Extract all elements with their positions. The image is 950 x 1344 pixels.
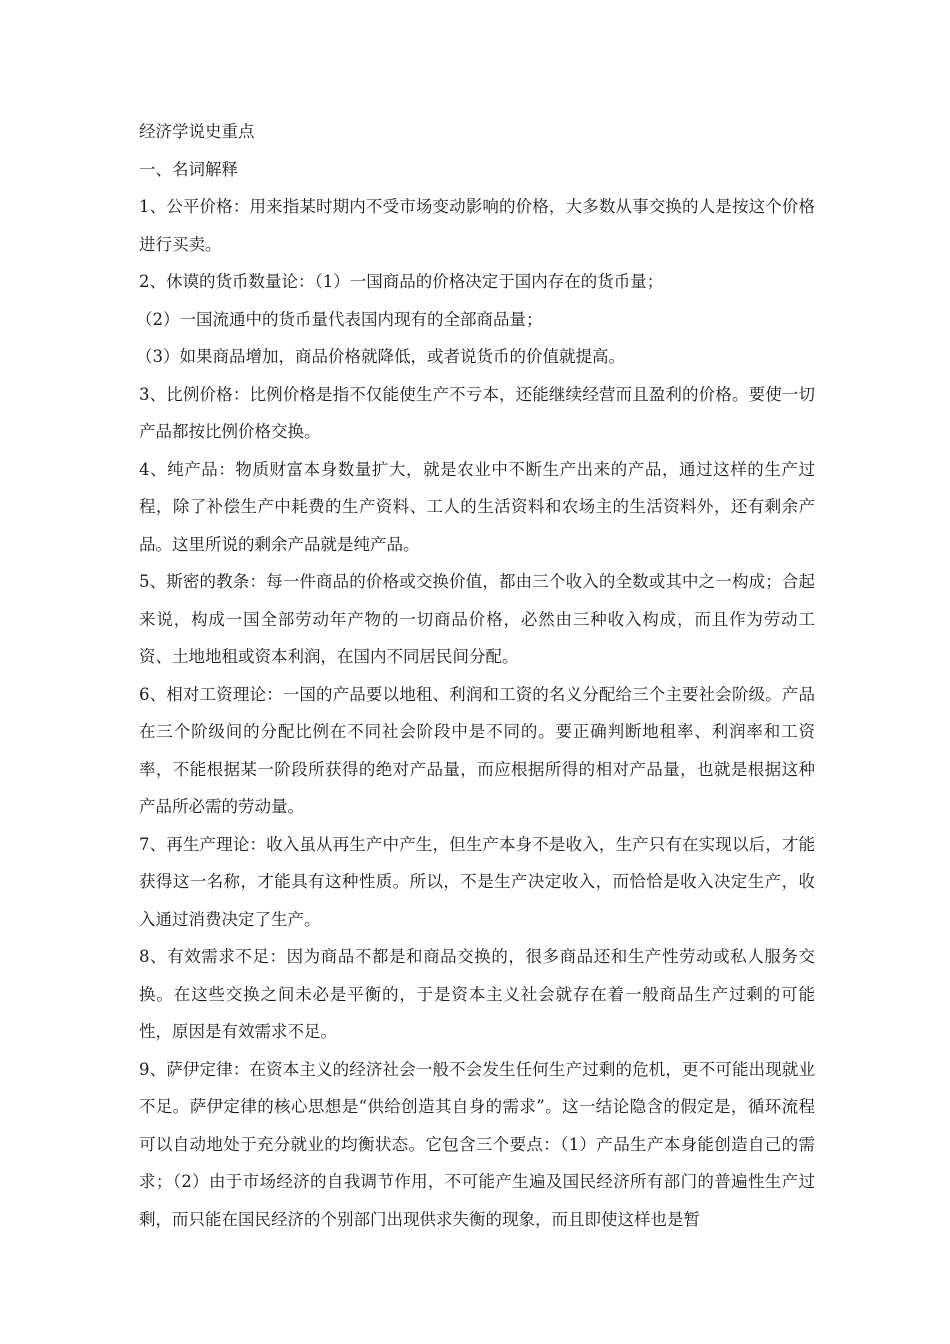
term-says-law: 9、萨伊定律：在资本主义的经济社会一般不会发生任何生产过剩的危机，更不可能出现就业不足。萨伊定律的核心思想是“供给创造其自身的需求”。这一结论隐含的假定是，循环流程可以自动地处于充分就业的均衡状态。它包含三个要点：（1）产品生产本身能创造自己的需求；（2）由于市场经济的自我调节作用，不可能产生遍及国民经济所有部门的普遍性生产过剩，而只能在国民经济的个别部门出现供求失衡的现象，而且即使这样也是暂	[139, 1059, 815, 1229]
term-smith-dogma: 5、斯密的教条：每一件商品的价格或交换价值，都由三个收入的全数或其中之一构成；合起来说，构成一国全部劳动年产物的一切商品价格，必然由三种收入构成，而且作为劳动工资、土地地租或资本利润，在国内不同居民间分配。	[139, 572, 815, 666]
term-fair-price: 1、公平价格：用来指某时期内不受市场变动影响的价格，大多数从事交换的人是按这个价格进行买卖。	[139, 197, 815, 254]
term-hume-quantity-theory: 2、休谟的货币数量论：（1）一国商品的价格决定于国内存在的货币量；	[139, 272, 664, 291]
term-proportional-price: 3、比例价格：比例价格是指不仅能使生产不亏本，还能继续经营而且盈利的价格。要使一切产品都按比例价格交换。	[139, 384, 815, 441]
term-net-product: 4、纯产品：物质财富本身数量扩大，就是农业中不断生产出来的产品，通过这样的生产过程，除了补偿生产中耗费的生产资料、工人的生活资料和农场主的生活资料外，还有剩余产品。这里所说的剩余产品就是纯产品。	[139, 459, 815, 554]
document-title: 经济学说史重点	[139, 122, 255, 141]
section-heading: 一、名词解释	[139, 159, 238, 179]
term-hume-point-2: （2）一国流通中的货币量代表国内现有的全部商品量；	[136, 309, 543, 329]
term-effective-demand-deficiency: 8、有效需求不足：因为商品不都是和商品交换的，很多商品还和生产性劳动或私人服务交换。在这些交换之间未必是平衡的，于是资本主义社会就存在着一般商品生产过剩的可能性，原因是有效需求不足。	[139, 947, 815, 1041]
term-hume-point-3: （3）如果商品增加，商品价格就降低，或者说货币的价值就提高。	[136, 347, 625, 366]
term-reproduction-theory: 7、再生产理论：收入虽从再生产中产生，但生产本身不是收入，生产只有在实现以后，才能获得这一名称，才能具有这种性质。所以，不是生产决定收入，而恰恰是收入决定生产，收入通过消费决定了生产。	[139, 834, 815, 929]
term-relative-wage-theory: 6、相对工资理论：一国的产品要以地租、利润和工资的名义分配给三个主要社会阶级。产品在三个阶级间的分配比例在不同社会阶段中是不同的。要正确判断地租率、利润率和工资率，不能根据某一阶段所获得的绝对产品量，而应根据所得的相对产品量，也就是根据这种产品所必需的劳动量。	[139, 684, 815, 816]
document-body	[136, 113, 815, 1238]
